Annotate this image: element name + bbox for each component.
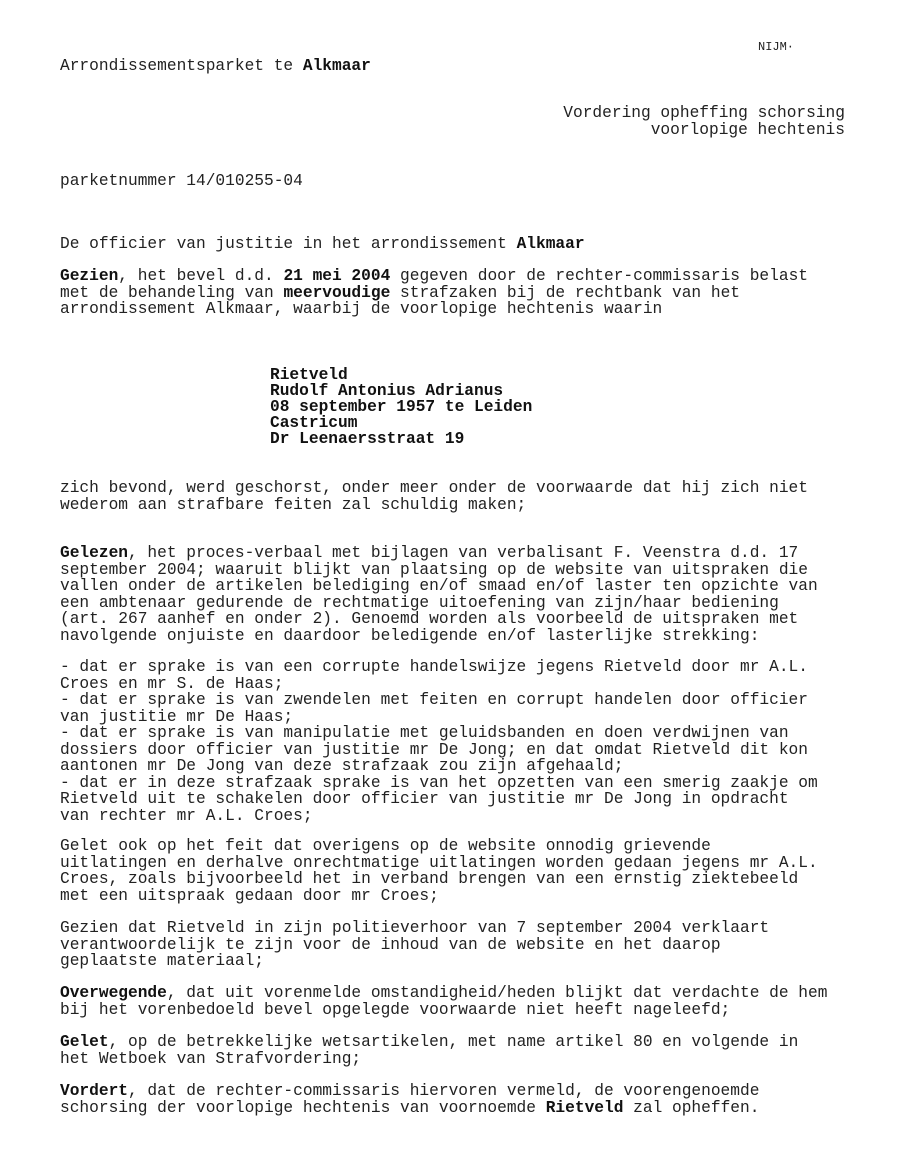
text-segment: september 2004; waaruit blijkt van plaatsing op de website van uitspraken die — [60, 560, 808, 579]
text-segment: Croes, zoals bijvoorbeeld het in verband brengen van een ernstig ziektebeeld — [60, 870, 799, 888]
text-line — [60, 236, 585, 253]
text-segment: met een uitspraak gedaan door mr Croes; — [60, 886, 439, 905]
text-line — [60, 692, 818, 709]
suspect-address: Dr Leenaersstraat 19 — [270, 430, 465, 448]
bold-text: Rietveld — [545, 1098, 624, 1117]
text-segment: , dat uit vorenmelde omstandigheid/heden blijkt dat verdachte de hem — [166, 984, 828, 1002]
text-line — [60, 1034, 798, 1051]
text-segment: wederom aan strafbare feiten zal schuldig maken; — [60, 495, 527, 514]
parket-number: parketnummer 14/010255-04 — [60, 172, 303, 190]
text-segment: strafzaken bij de rechtbank van het — [390, 283, 741, 302]
text-line — [60, 659, 818, 676]
text-segment: Croes en mr S. de Haas; — [60, 674, 284, 693]
text-line — [60, 545, 818, 562]
officer-line — [60, 236, 585, 253]
text-line — [60, 628, 818, 645]
text-segment: (art. 267 aanhef en onder 2). Genoemd worden als voorbeeld de uitspraken met — [60, 610, 799, 628]
text-segment: , dat de rechter-commissaris hiervoren vermeld, de voorengenoemde — [128, 1082, 760, 1100]
text-segment: , op de betrekkelijke wetsartikelen, met name artikel 80 en volgende in — [108, 1033, 799, 1051]
text-line — [60, 1002, 827, 1019]
text-segment: van rechter mr A.L. Croes; — [60, 806, 313, 825]
text-line — [60, 725, 818, 742]
bold-text: Alkmaar — [516, 235, 585, 253]
header-label: Arrondissementsparket te Alkmaar — [60, 57, 371, 75]
suspect-firstnames: Rudolf Antonius Adrianus — [270, 382, 504, 400]
bold-text: Gelezen — [60, 544, 128, 562]
text-line — [60, 1051, 798, 1068]
text-segment: zich bevond, werd geschorst, onder meer onder de voorwaarde dat hij zich niet — [60, 479, 808, 497]
text-line — [60, 838, 818, 855]
text-segment: zal opheffen. — [623, 1098, 760, 1117]
text-line — [60, 285, 808, 302]
header-text — [60, 58, 371, 75]
text-segment: , het bevel d.d. — [118, 267, 284, 285]
text-segment: bij het vorenbedoeld bevel opgelegde voorwaarde niet heeft nageleefd; — [60, 1000, 731, 1019]
overwegende-paragraph — [60, 985, 827, 1018]
bold-text: Vordert — [60, 1082, 128, 1100]
text-segment: verantwoordelijk te zijn voor de inhoud van de website en het daarop — [60, 935, 721, 954]
gelet-ook-paragraph — [60, 838, 818, 904]
text-segment: uitlatingen en derhalve onrechtmatige uitlatingen worden gedaan jegens mr A.L. — [60, 853, 818, 872]
text-segment: aantonen mr De Jong van deze strafzaak zou zijn afgehaald; — [60, 757, 624, 775]
text-line — [60, 1100, 759, 1117]
text-segment: het Wetboek van Strafvordering; — [60, 1049, 362, 1068]
text-segment: Rietveld uit te schakelen door officier van justitie mr De Jong in opdracht — [60, 790, 789, 808]
gelet-paragraph — [60, 1034, 798, 1067]
document-mark: NIJM· — [758, 40, 795, 54]
text-line — [60, 578, 818, 595]
bold-text: meervoudige — [283, 283, 391, 302]
text-line — [60, 953, 769, 970]
text-segment: geplaatste materiaal; — [60, 952, 264, 970]
suspect-surname: Rietveld — [270, 366, 348, 384]
text-segment: vallen onder de artikelen belediging en/of smaad en/of laster ten opzichte van — [60, 577, 818, 595]
text-line — [60, 871, 818, 888]
text-segment: , het proces-verbaal met bijlagen van verbalisant F. Veenstra d.d. 17 — [128, 544, 799, 562]
text-segment: een ambtenaar gedurende de rechtmatige uitoefening van zijn/haar bediening — [60, 593, 779, 612]
bold-text: Overwegende — [60, 984, 167, 1002]
text-segment: Gelet ook op het feit dat overigens op de website onnodig grievende — [60, 837, 711, 855]
statements-list — [60, 659, 818, 824]
text-line — [60, 758, 818, 775]
text-line — [60, 808, 818, 825]
text-line — [60, 791, 818, 808]
gezien-dat-paragraph — [60, 920, 769, 970]
suspect-details — [270, 367, 532, 447]
text-line — [60, 888, 818, 905]
text-line — [60, 855, 818, 872]
text-line — [60, 937, 769, 954]
text-line — [60, 1083, 759, 1100]
text-segment: arrondissement Alkmaar, waarbij de voorlopige hechtenis waarin — [60, 300, 663, 318]
text-line — [60, 301, 808, 318]
text-segment: schorsing der voorlopige hechtenis van voornoemde — [60, 1098, 546, 1117]
text-line — [60, 497, 808, 514]
text-segment: - dat er in deze strafzaak sprake is van het opzetten van een smerig zaakje om — [60, 773, 818, 792]
gezien-paragraph — [60, 268, 808, 318]
text-line — [60, 920, 769, 937]
text-segment: navolgende onjuiste en daardoor beledigende en/of lasterlijke strekking: — [60, 626, 760, 645]
text-line — [60, 480, 808, 497]
text-line — [60, 709, 818, 726]
text-line — [60, 676, 818, 693]
vordert-paragraph — [60, 1083, 759, 1116]
title-line: voorlopige hechtenis — [650, 120, 845, 139]
text-line — [60, 611, 818, 628]
bold-text: 21 mei 2004 — [283, 267, 391, 285]
text-line — [60, 562, 818, 579]
suspect-city: Castricum — [270, 414, 358, 432]
bold-text: Gezien — [60, 267, 119, 285]
text-segment: - dat er sprake is van een corrupte handelswijze jegens Rietveld door mr A.L. — [60, 658, 808, 676]
text-segment: - dat er sprake is van manipulatie met geluidsbanden en doen verdwijnen van — [60, 724, 789, 742]
document-title — [563, 105, 845, 138]
text-segment: - dat er sprake is van zwendelen met feiten en corrupt handelen door officier — [60, 691, 808, 709]
text-line — [60, 595, 818, 612]
text-segment: dossiers door officier van justitie mr De Jong; en dat omdat Rietveld dit kon — [60, 740, 808, 759]
text-line — [60, 742, 818, 759]
office-header — [60, 58, 371, 75]
text-segment: gegeven door de rechter-commissaris belast — [390, 267, 809, 285]
text-segment: van justitie mr De Haas; — [60, 707, 294, 726]
title-line: Vordering opheffing schorsing — [563, 104, 845, 122]
suspect-birth: 08 september 1957 te Leiden — [270, 398, 533, 416]
text-segment: De officier van justitie in het arrondissement — [60, 235, 517, 253]
text-line — [60, 775, 818, 792]
zich-paragraph — [60, 480, 808, 513]
text-segment: Gezien dat Rietveld in zijn politieverhoor van 7 september 2004 verklaart — [60, 919, 770, 937]
bold-text: Gelet — [60, 1033, 109, 1051]
gelezen-paragraph — [60, 545, 818, 644]
text-line — [60, 985, 827, 1002]
header-city: Alkmaar — [302, 57, 371, 75]
text-segment: met de behandeling van — [60, 283, 284, 302]
text-line — [60, 268, 808, 285]
